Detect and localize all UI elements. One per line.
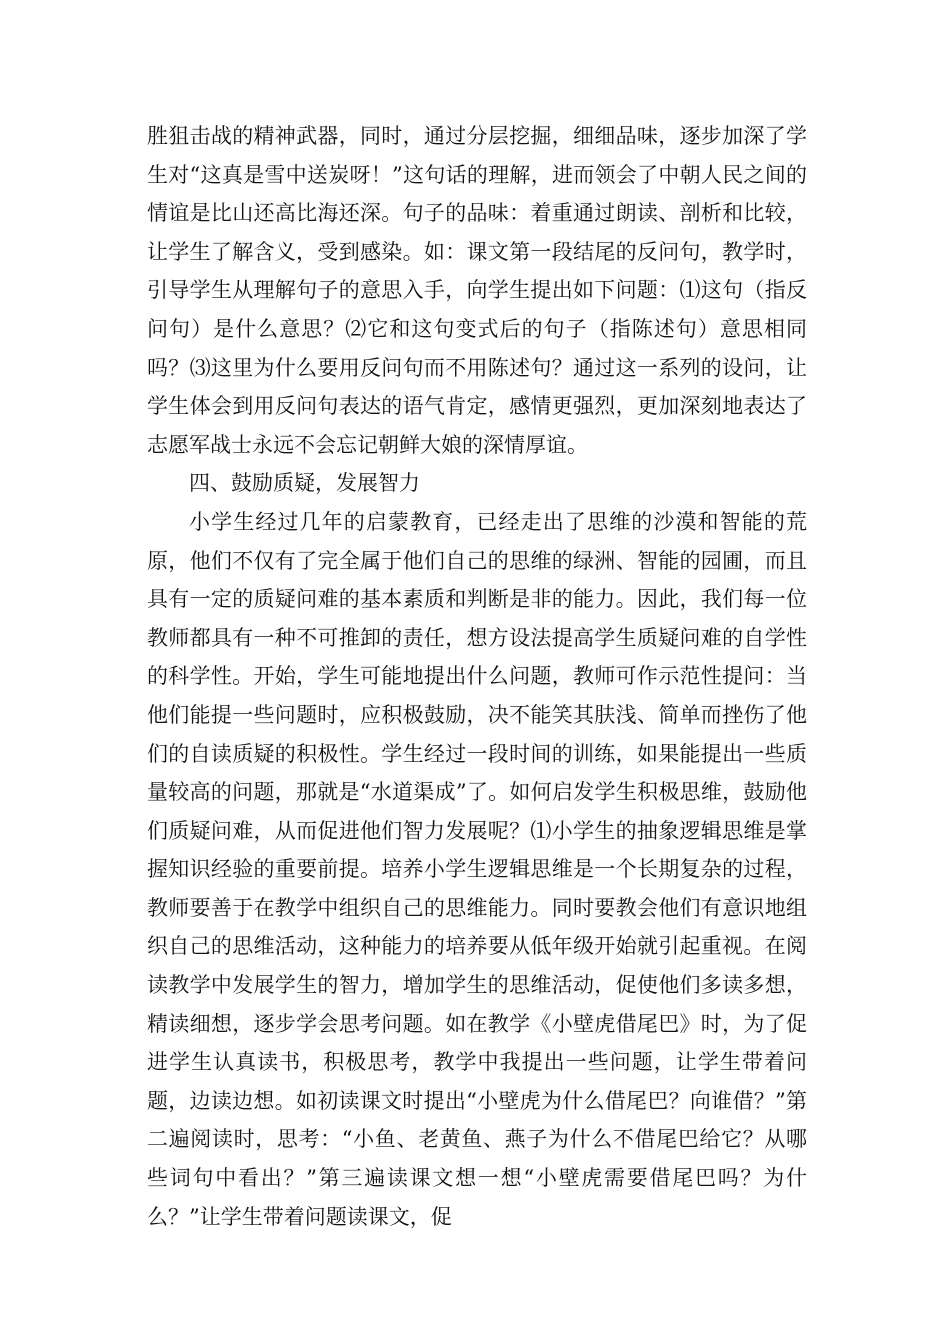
document-body bbox=[147, 117, 807, 1236]
section-heading: 四、鼓励质疑，发展智力 bbox=[189, 471, 420, 496]
paragraph: 小学生经过几年的启蒙教育，已经走出了思维的沙漠和智能的荒原，他们不仅有了完全属于他们自己的思维的绿洲、智能的园圃，而且具有一定的质疑问难的基本素质和判断是非的能力。因此，我们每一位教师都具有一种不可推卸的责任，想方设法提高学生质疑问难的自学性的科学性。开始，学生可能地提出什么问题，教师可作示范性提问：当他们能提一些问题时，应积极鼓励，决不能笑其肤浅、简单而挫伤了他们的自读质疑的积极性。学生经过一段时间的训练，如果能提出一些质量较高的问题，那就是“水道渠成”了。如何启发学生积极思维，鼓励他们质疑问难，从而促进他们智力发展呢？⑴小学生的抽象逻辑思维是掌握知识经验的重要前提。培养小学生逻辑思维是一个长期复杂的过程，教师要善于在教学中组织自己的思维能力。同时要教会他们有意识地组织自己的思维活动，这种能力的培养要从低年级开始就引起重视。在阅读教学中发展学生的智力，增加学生的思维活动，促使他们多读多想，精读细想，逐步学会思考问题。如在教学《小壁虎借尾巴》时，为了促进学生认真读书，积极思考，教学中我提出一些问题，让学生带着问题，边读边想。如初读课文时提出“小壁虎为什么借尾巴？向谁借？”第二遍阅读时，思考：“小鱼、老黄鱼、燕子为什么不借尾巴给它？从哪些词句中看出？”第三遍读课文想一想“小壁虎需要借尾巴吗？为什么？”让学生带着问题读课文，促 bbox=[147, 509, 807, 1229]
paragraph-continued: 胜狙击战的精神武器，同时，通过分层挖掘，细细品味，逐步加深了学生对“这真是雪中送炭呀！”这句话的理解，进而领会了中朝人民之间的情谊是比山还高比海还深。句子的品味：着重通过朗读、剖析和比较，让学生了解含义，受到感染。如：课文第一段结尾的反问句，教学时，引导学生从理解句子的意思入手，向学生提出如下问题：⑴这句（指反问句）是什么意思？⑵它和这句变式后的句子（指陈述句）意思相同吗？⑶这里为什么要用反问句而不用陈述句？通过这一系列的设问，让学生体会到用反问句表达的语气肯定，感情更强烈，更加深刻地表达了志愿军战士永远不会忘记朝鲜大娘的深情厚谊。 bbox=[147, 124, 807, 457]
